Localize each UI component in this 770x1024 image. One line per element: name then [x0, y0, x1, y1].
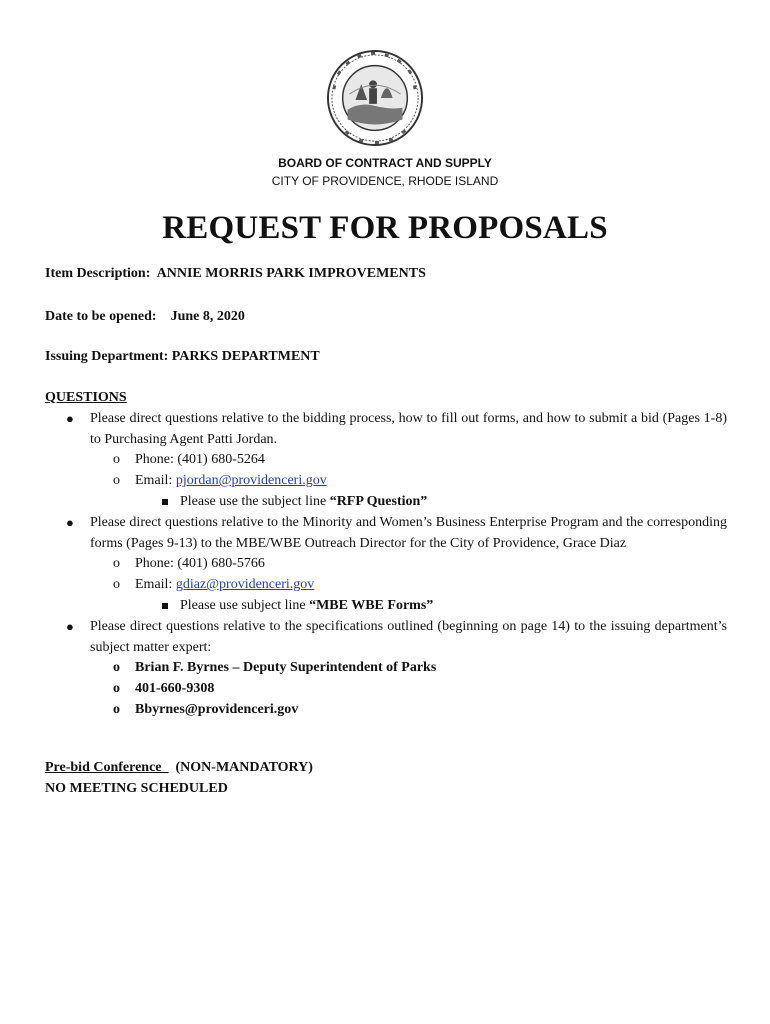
circle-bullet-icon: o	[113, 701, 120, 717]
city-seal-icon	[326, 49, 424, 147]
prebid-heading-line	[45, 758, 313, 779]
item-description-value: ANNIE MORRIS PARK IMPROVEMENTS	[156, 266, 426, 281]
square-bullet-icon	[162, 499, 168, 505]
circle-bullet-icon: o	[113, 452, 120, 468]
purchasing-subject-prefix: Please use the subject line	[180, 493, 330, 509]
question-specifications-text: Please direct questions relative to the specifications outlined (beginning on page 14) to the issuing department’s subject matter expert:	[90, 618, 727, 655]
expert-name: Brian F. Byrnes – Deputy Superintendent of Parks	[135, 660, 437, 676]
list-item	[45, 700, 727, 721]
list-item	[45, 409, 727, 451]
issuing-department-label: Issuing Department	[45, 349, 164, 364]
list-item	[45, 471, 727, 492]
questions-section	[45, 388, 727, 721]
prebid-section	[45, 758, 313, 800]
mbe-subject-prefix: Please use subject line	[180, 597, 310, 613]
item-description-line	[45, 266, 426, 282]
prebid-qualifier: (NON-MANDATORY)	[175, 760, 313, 775]
prebid-label: Pre-bid Conference	[45, 760, 162, 775]
list-item	[45, 450, 727, 471]
square-bullet-icon	[162, 603, 168, 609]
circle-bullet-icon: o	[113, 473, 120, 489]
questions-heading: QUESTIONS	[45, 390, 127, 405]
bullet-icon: ●	[66, 410, 74, 426]
circle-bullet-icon: o	[113, 577, 120, 593]
list-item	[45, 513, 727, 555]
issuing-department-line	[45, 349, 320, 365]
bullet-icon: ●	[66, 618, 74, 634]
date-opened-label: Date to be opened:	[45, 309, 157, 324]
circle-bullet-icon: o	[113, 660, 120, 676]
mbe-email-label: Email:	[135, 577, 176, 593]
date-opened-value: June 8, 2020	[170, 309, 245, 324]
list-item	[45, 554, 727, 575]
question-purchasing-text: Please direct questions relative to the bidding process, how to fill out forms, and how to submit a bid (Pages 1-8) to Purchasing Agent Patti Jordan.	[90, 410, 727, 447]
expert-email: Bbyrnes@providenceri.gov	[135, 701, 299, 717]
mbe-phone: Phone: (401) 680-5766	[135, 556, 265, 572]
bullet-icon: ●	[66, 514, 74, 530]
purchasing-email-link[interactable]: pjordan@providenceri.gov	[175, 473, 327, 489]
expert-phone: 401-660-9308	[135, 681, 215, 697]
list-item	[45, 492, 727, 513]
circle-bullet-icon: o	[113, 556, 120, 572]
mbe-subject-line: “MBE WBE Forms”	[309, 597, 434, 613]
purchasing-phone: Phone: (401) 680-5264	[135, 452, 265, 468]
list-item	[45, 679, 727, 700]
prebid-status: NO MEETING SCHEDULED	[45, 780, 228, 796]
city-name: CITY OF PROVIDENCE, RHODE ISLAND	[271, 174, 499, 188]
purchasing-subject-line: “RFP Question”	[329, 493, 428, 509]
circle-bullet-icon: o	[113, 681, 120, 697]
mbe-email-link[interactable]: gdiaz@providenceri.gov	[175, 577, 315, 593]
date-opened-line	[45, 309, 245, 325]
page-title: REQUEST FOR PROPOSALS	[162, 210, 608, 246]
list-item	[45, 596, 727, 617]
board-name: BOARD OF CONTRACT AND SUPPLY	[278, 156, 492, 170]
item-description-label: Item Description:	[45, 266, 151, 281]
list-item	[45, 617, 727, 659]
list-item	[45, 658, 727, 679]
list-item	[45, 575, 727, 596]
purchasing-email-label: Email:	[135, 473, 176, 489]
issuing-department-value: : PARKS DEPARTMENT	[163, 349, 320, 364]
question-mbe-text: Please direct questions relative to the Minority and Women’s Business Enterprise Program and the corresponding forms (Pages 9-13) to the MBE/WBE Outreach Director for the City of Providence, Grace Diaz	[90, 514, 727, 551]
